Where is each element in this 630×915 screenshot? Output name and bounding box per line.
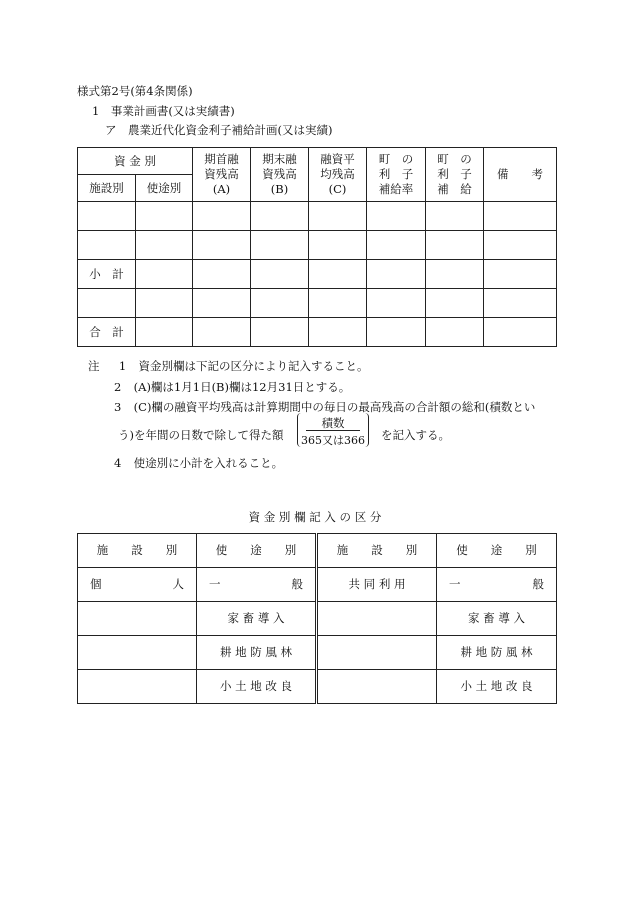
- header-usage-1: 使 途 別: [197, 534, 317, 568]
- header-usage-2: 使 途 別: [437, 534, 557, 568]
- cell-input[interactable]: [484, 289, 557, 318]
- note-2: 2 (A)欄は1月1日(B)欄は12月31日とする。: [114, 380, 351, 394]
- empty-cell: [317, 636, 437, 670]
- form-number: 様式第2号(第4条関係): [77, 84, 193, 98]
- usage-windbreak-1: 耕 地 防 風 林: [197, 636, 317, 670]
- cell-input[interactable]: [193, 318, 251, 347]
- cell-input[interactable]: [367, 318, 426, 347]
- cell-input[interactable]: [484, 231, 557, 260]
- table-row: [78, 289, 557, 318]
- cell-input[interactable]: [193, 289, 251, 318]
- cell-input[interactable]: [193, 231, 251, 260]
- cell-input[interactable]: [193, 260, 251, 289]
- cell-input[interactable]: [251, 289, 309, 318]
- fraction-numerator: 積数: [321, 416, 345, 430]
- fraction-denominator: 365又は366: [301, 434, 365, 447]
- empty-cell: [78, 636, 197, 670]
- note-1: 注 1 資金別欄は下記の区分により記入すること。: [88, 359, 369, 373]
- table-row: [78, 231, 557, 260]
- empty-cell: [317, 670, 437, 704]
- cell-input[interactable]: [484, 318, 557, 347]
- total-row: [78, 318, 557, 347]
- cell-input[interactable]: [309, 260, 367, 289]
- cell-input[interactable]: [251, 260, 309, 289]
- note-3-continued: う)を年間の日数で除して得た額: [118, 428, 284, 442]
- subtotal-label: 小 計: [78, 260, 136, 289]
- cell-input[interactable]: [251, 231, 309, 260]
- cell-input[interactable]: [309, 289, 367, 318]
- header-town-rate: 町 の 利 子 補給率: [367, 148, 426, 202]
- header-fund-type: 資 金 別: [78, 148, 193, 175]
- cell-input[interactable]: [367, 260, 426, 289]
- facility-joint-use: 共 同 利 用: [317, 568, 437, 602]
- fraction-formula: [297, 413, 369, 447]
- total-label: 合 計: [78, 318, 136, 347]
- empty-cell: [78, 670, 197, 704]
- empty-cell: [317, 602, 437, 636]
- classification-table: [77, 533, 557, 704]
- header-end-balance: 期末融 資残高 (B): [251, 148, 309, 202]
- cell-input[interactable]: [367, 231, 426, 260]
- cell-input[interactable]: [78, 289, 136, 318]
- usage-general-2: 一 般: [437, 568, 557, 602]
- cell-input[interactable]: [484, 260, 557, 289]
- cell-input[interactable]: [309, 231, 367, 260]
- cell-input[interactable]: [484, 202, 557, 231]
- fraction-bar: [306, 430, 360, 431]
- cell-input[interactable]: [193, 202, 251, 231]
- classification-title: 資 金 別 欄 記 入 の 区 分: [248, 510, 382, 524]
- cell-input[interactable]: [251, 202, 309, 231]
- usage-livestock-1: 家 畜 導 入: [197, 602, 317, 636]
- header-remarks: 備 考: [484, 148, 557, 202]
- section-title: 1 事業計画書(又は実績書): [92, 104, 235, 118]
- cell-input[interactable]: [367, 202, 426, 231]
- note-4: 4 使途別に小計を入れること。: [114, 456, 284, 470]
- subtotal-row: [78, 260, 557, 289]
- note-3-tail: を記入する。: [381, 428, 450, 442]
- header-facility-2: 施 設 別: [317, 534, 437, 568]
- header-begin-balance: 期首融 資残高 (A): [193, 148, 251, 202]
- usage-windbreak-2: 耕 地 防 風 林: [437, 636, 557, 670]
- note-label: 注: [88, 359, 100, 373]
- cell-input[interactable]: [78, 202, 136, 231]
- cell-input[interactable]: [367, 289, 426, 318]
- cell-input[interactable]: [309, 202, 367, 231]
- cell-input[interactable]: [78, 231, 136, 260]
- cell-input[interactable]: [426, 231, 484, 260]
- cell-input[interactable]: [309, 318, 367, 347]
- header-average-balance: 融資平 均残高 (C): [309, 148, 367, 202]
- subsection-title: ア 農業近代化資金利子補給計画(又は実績): [105, 123, 333, 137]
- cell-input[interactable]: [426, 318, 484, 347]
- cell-input[interactable]: [426, 289, 484, 318]
- usage-land-improvement-1: 小 土 地 改 良: [197, 670, 317, 704]
- cell-input[interactable]: [136, 260, 193, 289]
- cell-input[interactable]: [251, 318, 309, 347]
- header-town-subsidy: 町 の 利 子 補 給: [426, 148, 484, 202]
- header-usage: 使途別: [136, 175, 193, 202]
- header-facility: 施設別: [78, 175, 136, 202]
- usage-general-1: 一 般: [197, 568, 317, 602]
- facility-individual: 個 人: [78, 568, 197, 602]
- header-facility-1: 施 設 別: [78, 534, 197, 568]
- cell-input[interactable]: [136, 289, 193, 318]
- cell-input[interactable]: [426, 202, 484, 231]
- cell-input[interactable]: [136, 318, 193, 347]
- cell-input[interactable]: [136, 202, 193, 231]
- usage-land-improvement-2: 小 土 地 改 良: [437, 670, 557, 704]
- note-3: 3 (C)欄の融資平均残高は計算期間中の毎日の最高残高の合計額の総和(積数とい: [114, 400, 536, 414]
- empty-cell: [78, 602, 197, 636]
- cell-input[interactable]: [426, 260, 484, 289]
- cell-input[interactable]: [136, 231, 193, 260]
- table-row: [78, 202, 557, 231]
- usage-livestock-2: 家 畜 導 入: [437, 602, 557, 636]
- subsidy-plan-table: [77, 147, 557, 347]
